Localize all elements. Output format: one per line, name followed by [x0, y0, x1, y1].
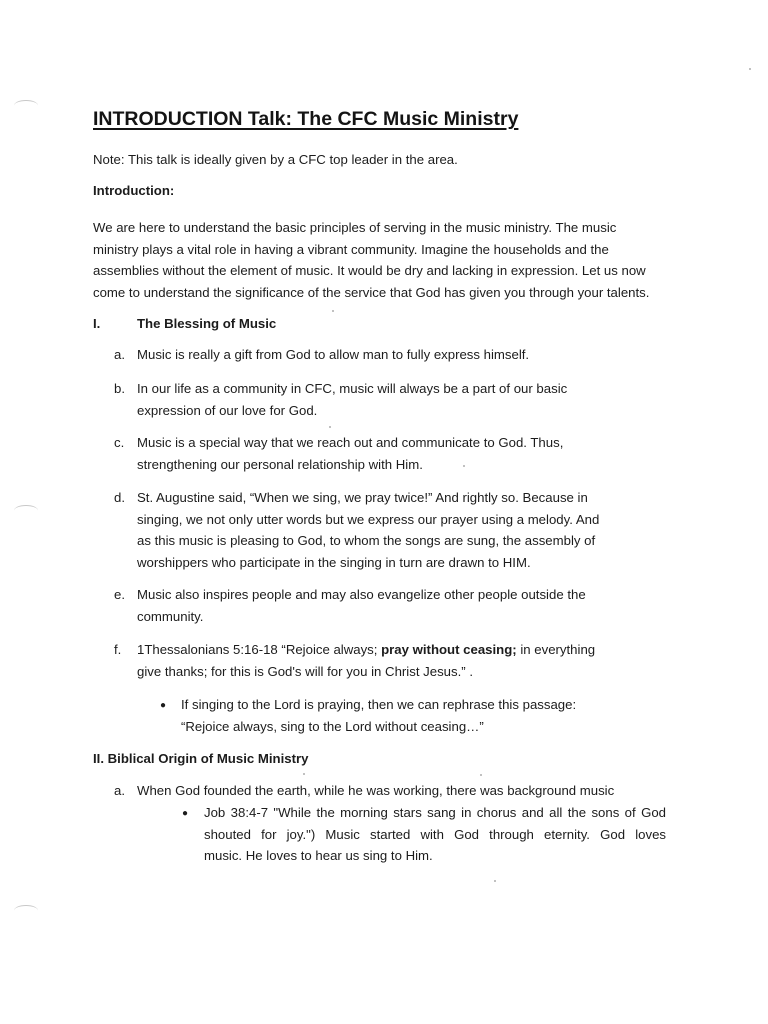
scan-speck	[303, 773, 305, 775]
scan-speck	[480, 774, 482, 776]
bullet-dot-icon: ●	[182, 808, 189, 819]
introduction-heading: Introduction:	[93, 183, 175, 198]
scripture-text: in everything	[516, 642, 596, 657]
list-item-line: St. Augustine said, “When we sing, we pray twice!” And rightly so. Because in	[137, 490, 588, 505]
bullet-item-line: music. He loves to hear us sing to Him.	[204, 848, 433, 863]
list-item	[137, 344, 657, 366]
scan-mark	[14, 100, 38, 111]
paragraph-line: ministry plays a vital role in having a vibrant community. Imagine the households and the	[93, 241, 609, 257]
bullet-item-line: If singing to the Lord is praying, then we can rephrase this passage:	[181, 697, 577, 712]
list-item	[137, 378, 657, 421]
list-item-line: community.	[137, 608, 204, 624]
list-item-line: In our life as a community in CFC, music will always be a part of our basic	[137, 381, 568, 396]
scan-speck	[329, 426, 331, 428]
paragraph-line: We are here to understand the basic principles of serving in the music ministry. The music	[93, 220, 617, 235]
bullet-dot-icon: ●	[160, 700, 167, 711]
paragraph-line: assemblies without the element of music. It would be dry and lacking in expression. Let us now	[93, 263, 646, 278]
bullet-item-line: Job 38:4-7 "While the morning stars sang in chorus and all the sons of God	[204, 805, 666, 820]
section-2-heading: II. Biblical Origin of Music Ministry	[93, 751, 309, 766]
list-marker: b.	[114, 381, 125, 396]
list-item-line: strengthening our personal relationship with Him.	[137, 456, 423, 472]
list-item	[137, 432, 657, 475]
scan-speck	[749, 68, 751, 70]
list-item-line: Music is really a gift from God to allow man to fully express himself.	[137, 347, 530, 362]
list-item	[137, 639, 657, 682]
scan-speck	[494, 880, 496, 882]
section-1-numeral: I.	[93, 316, 101, 331]
paragraph-line: come to understand the significance of the service that God has given you through your talents.	[93, 284, 650, 300]
scan-speck	[463, 465, 465, 467]
list-marker: e.	[114, 587, 125, 602]
list-marker: c.	[114, 435, 125, 450]
section-1-heading: The Blessing of Music	[137, 316, 277, 331]
list-marker: a.	[114, 347, 125, 362]
list-marker: a.	[114, 783, 125, 798]
scripture-text: 1Thessalonians 5:16-18 “Rejoice always;	[137, 642, 382, 657]
bullet-item	[181, 694, 661, 737]
scan-speck	[332, 310, 334, 312]
bullet-item	[204, 802, 666, 867]
list-item	[137, 487, 657, 573]
scan-mark	[14, 905, 38, 916]
list-item-line: singing, we not only utter words but we express our prayer using a melody. And	[137, 511, 600, 527]
list-item-line: expression of our love for God.	[137, 402, 318, 418]
list-item-line: When God founded the earth, while he was working, there was background music	[137, 783, 615, 798]
list-item-line	[137, 639, 657, 661]
scan-mark	[14, 505, 38, 516]
list-item	[137, 584, 657, 627]
document-title: INTRODUCTION Talk: The CFC Music Ministry	[93, 108, 519, 130]
emphasis-text: pray without ceasing;	[381, 642, 517, 657]
introduction-paragraph	[93, 217, 693, 303]
list-item	[137, 780, 697, 802]
bullet-item-line: “Rejoice always, sing to the Lord without ceasing…”	[181, 718, 484, 734]
bullet-item-line: shouted for joy.") Music started with God through eternity. God loves	[204, 826, 666, 842]
list-item-line: Music also inspires people and may also evangelize other people outside the	[137, 587, 586, 602]
list-item-line: worshippers who participate in the singing in turn are drawn to HIM.	[137, 554, 531, 570]
list-item-line: give thanks; for this is God's will for you in Christ Jesus.” .	[137, 663, 473, 679]
list-marker: d.	[114, 490, 125, 505]
note-text: Note: This talk is ideally given by a CFC top leader in the area.	[93, 152, 458, 167]
list-item-line: Music is a special way that we reach out and communicate to God. Thus,	[137, 435, 564, 450]
list-item-line: as this music is pleasing to God, to whom the songs are sung, the assembly of	[137, 533, 596, 548]
list-marker: f.	[114, 642, 122, 657]
